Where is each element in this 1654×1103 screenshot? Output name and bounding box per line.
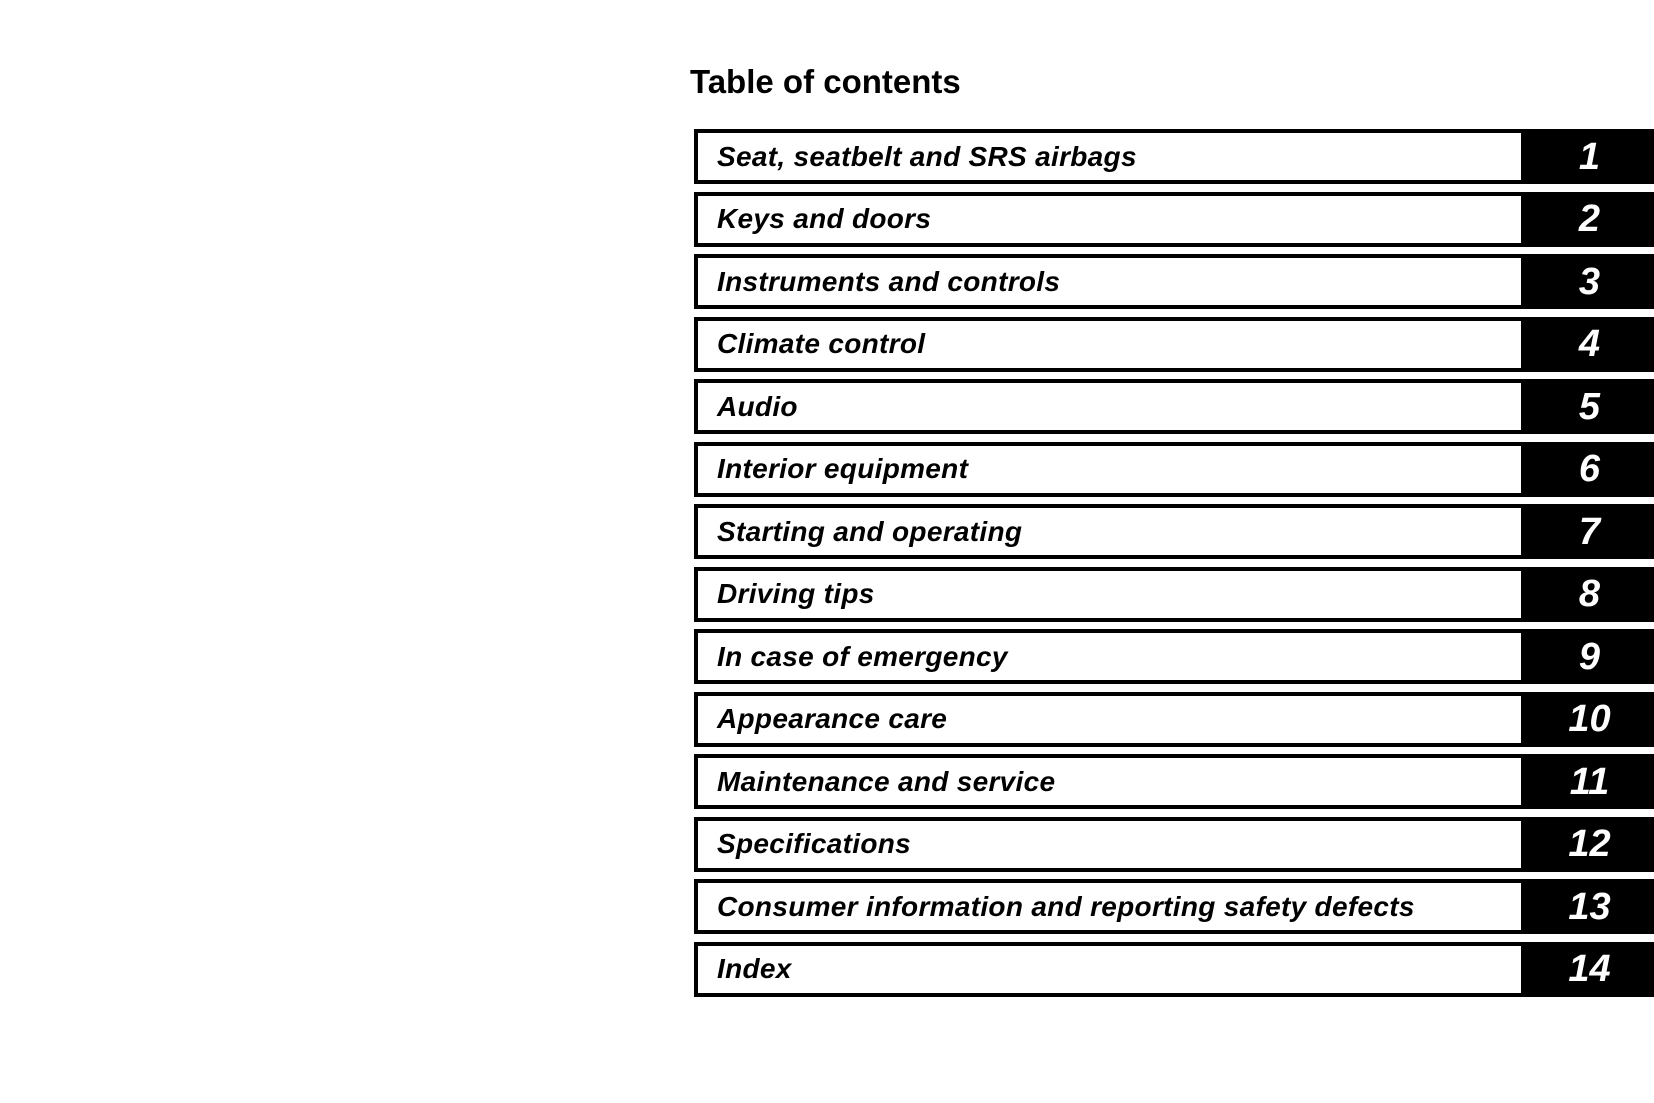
chapter-number: 5 <box>1578 385 1601 428</box>
toc-row-label-box <box>694 754 1525 809</box>
toc-row-label-box <box>694 442 1525 497</box>
toc-row <box>694 317 1654 372</box>
table-of-contents-list <box>694 129 1654 1004</box>
chapter-number-tab <box>1525 629 1654 684</box>
chapter-number: 4 <box>1578 323 1601 365</box>
chapter-number-tab <box>1525 754 1654 809</box>
chapter-number: 3 <box>1578 260 1601 303</box>
chapter-number: 9 <box>1578 635 1601 678</box>
toc-row-label-box <box>694 692 1525 747</box>
toc-row-label: Specifications <box>717 828 912 859</box>
chapter-number-tab <box>1525 817 1654 872</box>
chapter-number-tab <box>1525 504 1654 559</box>
toc-row-label: Instruments and controls <box>717 265 1061 297</box>
chapter-number-tab <box>1525 379 1654 434</box>
toc-row-label-box <box>694 629 1525 684</box>
toc-row-label: Seat, seatbelt and SRS airbags <box>717 140 1137 172</box>
toc-row-label-box <box>694 504 1525 559</box>
toc-row-label: In case of emergency <box>717 640 1008 672</box>
toc-row-label: Climate control <box>717 328 926 359</box>
chapter-number-tab <box>1525 442 1654 497</box>
chapter-number: 6 <box>1578 448 1601 490</box>
chapter-number: 8 <box>1578 573 1601 615</box>
page-title: Table of contents <box>690 63 961 100</box>
chapter-number-tab <box>1525 192 1654 247</box>
toc-row <box>694 879 1654 934</box>
toc-row-label: Keys and doors <box>717 203 932 234</box>
toc-row-label: Driving tips <box>717 578 875 609</box>
toc-row-label-box <box>694 379 1525 434</box>
toc-row-label-box <box>694 817 1525 872</box>
toc-row-label-box <box>694 129 1525 184</box>
toc-row <box>694 817 1654 872</box>
toc-row-label: Consumer information and reporting safety defects <box>717 890 1415 922</box>
toc-row <box>694 129 1654 184</box>
toc-row-label-box <box>694 879 1525 934</box>
toc-row <box>694 254 1654 309</box>
toc-row <box>694 692 1654 747</box>
toc-row-label: Audio <box>717 390 798 422</box>
chapter-number: 10 <box>1568 698 1611 740</box>
chapter-number-tab <box>1525 567 1654 622</box>
chapter-number: 11 <box>1569 760 1610 803</box>
toc-row <box>694 192 1654 247</box>
chapter-number: 12 <box>1568 823 1611 865</box>
toc-row <box>694 504 1654 559</box>
toc-row <box>694 379 1654 434</box>
chapter-number: 13 <box>1568 885 1611 928</box>
toc-row <box>694 567 1654 622</box>
toc-row-label: Appearance care <box>717 703 948 734</box>
chapter-number: 14 <box>1568 948 1611 990</box>
toc-row <box>694 754 1654 809</box>
toc-row-label: Starting and operating <box>717 515 1023 547</box>
toc-row-label: Index <box>717 953 792 984</box>
chapter-number: 1 <box>1578 135 1601 178</box>
toc-row-label-box <box>694 942 1525 997</box>
chapter-number: 7 <box>1578 510 1601 553</box>
chapter-number: 2 <box>1578 198 1601 240</box>
chapter-number-tab <box>1525 692 1654 747</box>
chapter-number-tab <box>1525 129 1654 184</box>
toc-row-label-box <box>694 254 1525 309</box>
toc-row <box>694 442 1654 497</box>
toc-row-label-box <box>694 192 1525 247</box>
chapter-number-tab <box>1525 879 1654 934</box>
chapter-number-tab <box>1525 317 1654 372</box>
toc-row <box>694 629 1654 684</box>
toc-row <box>694 942 1654 997</box>
chapter-number-tab <box>1525 254 1654 309</box>
toc-row-label-box <box>694 317 1525 372</box>
toc-row-label-box <box>694 567 1525 622</box>
toc-row-label: Interior equipment <box>717 453 969 484</box>
chapter-number-tab <box>1525 942 1654 997</box>
toc-row-label: Maintenance and service <box>717 765 1056 797</box>
